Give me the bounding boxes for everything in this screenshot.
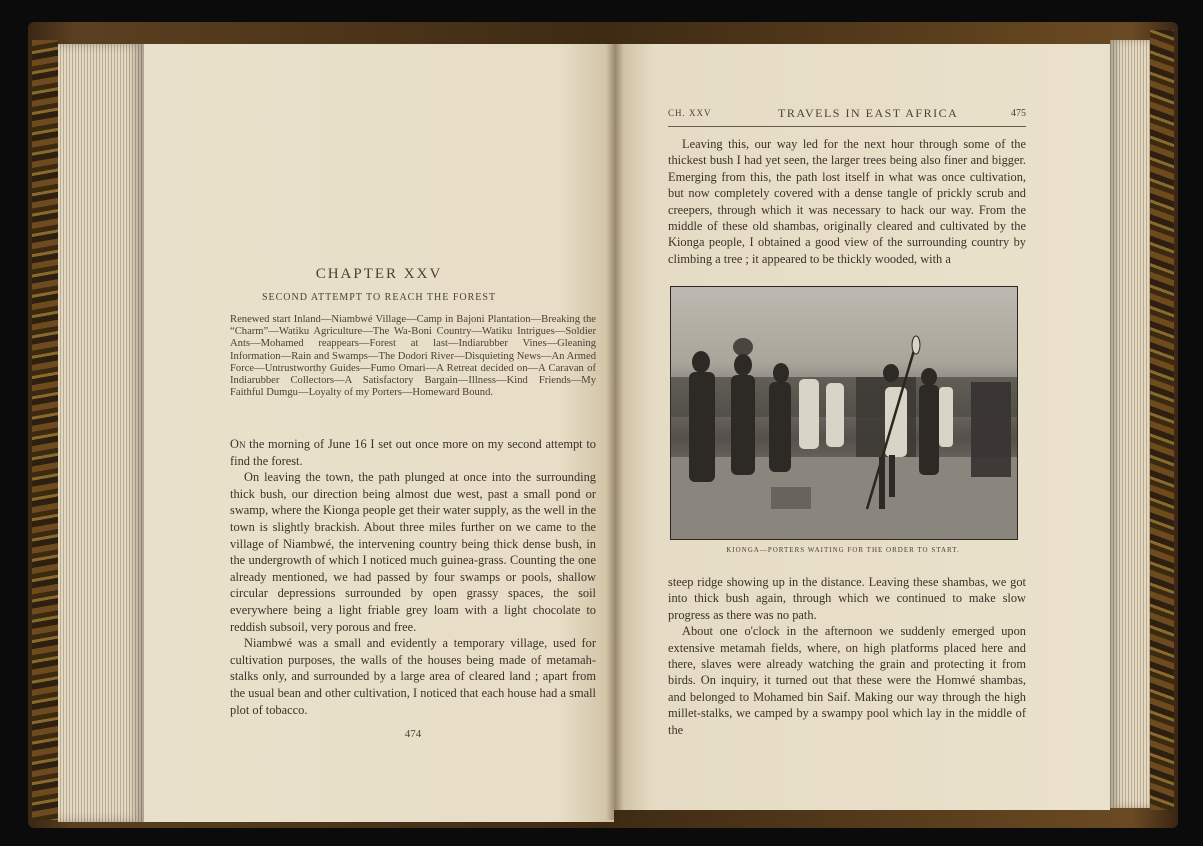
paragraph: On leaving the town, the path plunged at once into the surrounding thick bush, our direction being almost due west, past a small pond or swamp, where the Kionga people get their water supply, as the well in the town is slightly brackish. About three miles further on we came to the village of Niambwé, the intervening country being thick dense bush, in the undergrowth of which I noticed much guinea-grass. Counting the one already mentioned, we had passed by four swamps or pools, shallow circular depressions surrounded by open grassy spaces, the soil everywhere being a light friable grey loam with a light chocolate to reddish subsoil, very porous and free. bbox=[230, 470, 596, 634]
chapter-subtitle: SECOND ATTEMPT TO REACH THE FOREST bbox=[261, 292, 497, 303]
synopsis-text: Renewed start Inland—Niambwé Village—Camp in Bajoni Plantation—Breaking the “Charm”—Watiku Agriculture—The Wa-Boni Country—Watiku Intrigues—Soldier Ants—Mohamed reappears—Forest at last—Indiarubber Vines—Gleaning Information—Rain and Swamps—The Dodori River—Disquieting News—An Armed Force—Untrustworthy Guides—Fumo Omari—A Retreat decided on—A Caravan of Indiarubber Collectors—A Satisfactory Bargain—Illness—Kind Friends—My Faithful Dumgu—Loyalty of my Porters—Homeward Bound. bbox=[230, 314, 596, 399]
photo-illustration bbox=[671, 287, 1017, 539]
left-body-text bbox=[230, 436, 596, 718]
running-head-chapter: CH. XXV bbox=[668, 108, 712, 118]
right-body-text-top bbox=[668, 136, 1026, 267]
paragraph: Niambwé was a small and evidently a temporary village, used for cultivation purposes, the walls of the houses being made of metamah-stalks only, and surrounded by a large area of cleared land ; apart from the usual bean and other cultivation, I noticed that each house had a small plot of tobacco. bbox=[230, 636, 596, 717]
photograph-porters bbox=[670, 286, 1018, 540]
page-edges-left bbox=[58, 44, 144, 822]
right-page bbox=[614, 44, 1110, 810]
running-head-title: TRAVELS IN EAST AFRICA bbox=[778, 106, 959, 120]
page-number-right: 475 bbox=[1011, 108, 1026, 119]
chapter-synopsis bbox=[230, 314, 596, 399]
right-body-text-bottom bbox=[668, 574, 1026, 738]
paragraph bbox=[230, 436, 596, 469]
chapter-title: CHAPTER XXV bbox=[315, 266, 443, 282]
left-page bbox=[144, 44, 614, 822]
page-edges-right bbox=[1110, 40, 1150, 808]
book-gutter bbox=[606, 44, 624, 820]
header-rule bbox=[668, 126, 1026, 127]
marbled-edge-right bbox=[1150, 30, 1174, 810]
drop-word: On bbox=[230, 437, 246, 451]
page-number-left: 474 bbox=[404, 728, 422, 740]
paragraph-text: the morning of June 16 I set out once more on my second attempt to find the forest. bbox=[230, 437, 596, 468]
photo-caption: KIONGA—PORTERS WAITING FOR THE ORDER TO START. bbox=[726, 546, 960, 554]
paragraph: About one o'clock in the afternoon we suddenly emerged upon extensive metamah fields, where, on high platforms placed here and there, slaves were already watching the grain and protecting it from birds. On inquiry, it turned out that these were the Homwé shambas, and belonged to Mohamed bin Saif. Making our way through the high millet-stalks, we camped by a swampy pool which lay in the middle of the bbox=[668, 624, 1026, 737]
paragraph: steep ridge showing up in the distance. Leaving these shambas, we got into thick bush again, through which we continued to make slow progress as there was no path. bbox=[668, 575, 1026, 622]
paragraph: Leaving this, our way led for the next hour through some of the thickest bush I had yet seen, the larger trees being also finer and bigger. Emerging from this, the path lost itself in what was once cultivation, but now completely covered with a dense tangle of prickly scrub and creepers, through which it was necessary to hack our way. From the middle of these old shambas, originally cleared and cultivated by the Kionga people, I obtained a good view of the surrounding country by climbing a tree ; it appeared to be thickly wooded, with a bbox=[668, 137, 1026, 266]
marbled-edge-left bbox=[32, 40, 58, 820]
